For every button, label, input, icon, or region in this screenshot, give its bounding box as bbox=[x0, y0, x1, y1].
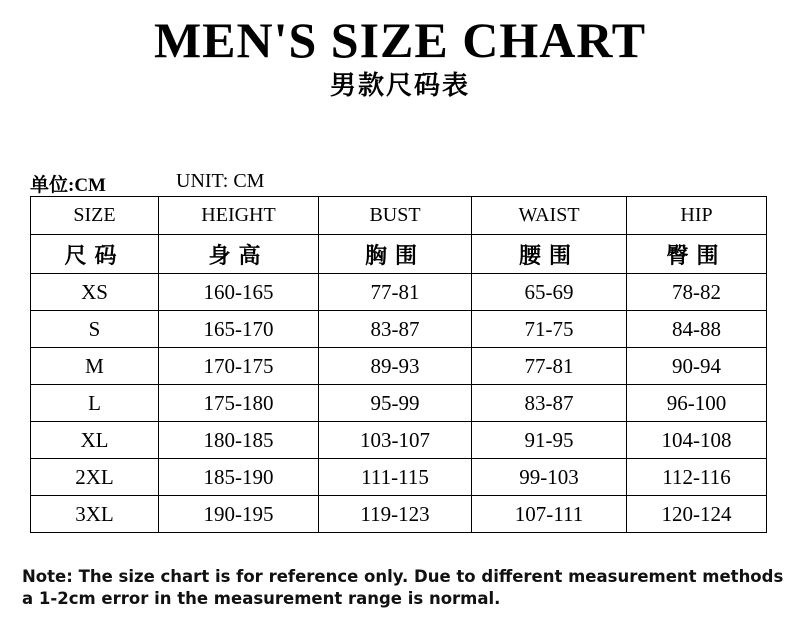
header-height: HEIGHT bbox=[159, 197, 319, 235]
cell-bust: 83-87 bbox=[319, 311, 472, 348]
cell-bust: 103-107 bbox=[319, 422, 472, 459]
cell-height: 190-195 bbox=[159, 496, 319, 533]
cell-waist: 77-81 bbox=[472, 348, 627, 385]
header-bust: BUST bbox=[319, 197, 472, 235]
header-hip: HIP bbox=[627, 197, 767, 235]
header-height-cn: 身高 bbox=[159, 235, 319, 274]
header-waist: WAIST bbox=[472, 197, 627, 235]
header-hip-cn: 臀围 bbox=[627, 235, 767, 274]
cell-height: 165-170 bbox=[159, 311, 319, 348]
cell-bust: 119-123 bbox=[319, 496, 472, 533]
unit-label-cn: 单位:CM bbox=[30, 175, 106, 196]
cell-bust: 77-81 bbox=[319, 274, 472, 311]
footnote-line-1: Note: The size chart is for reference only. Due to different measurement methods bbox=[22, 567, 784, 586]
cell-height: 175-180 bbox=[159, 385, 319, 422]
table-row bbox=[31, 385, 767, 422]
table-row bbox=[31, 274, 767, 311]
cell-size: L bbox=[31, 385, 159, 422]
table-header-row-en bbox=[31, 197, 767, 235]
cell-size: M bbox=[31, 348, 159, 385]
cell-hip: 120-124 bbox=[627, 496, 767, 533]
cell-bust: 111-115 bbox=[319, 459, 472, 496]
unit-label-en: UNIT: CM bbox=[176, 170, 265, 192]
cell-hip: 78-82 bbox=[627, 274, 767, 311]
cell-bust: 89-93 bbox=[319, 348, 472, 385]
header-bust-cn: 胸围 bbox=[319, 235, 472, 274]
footnote-line-2: a 1-2cm error in the measurement range is normal. bbox=[22, 589, 501, 608]
cell-waist: 83-87 bbox=[472, 385, 627, 422]
cell-size: S bbox=[31, 311, 159, 348]
cell-size: 3XL bbox=[31, 496, 159, 533]
cell-height: 170-175 bbox=[159, 348, 319, 385]
table-header-row-cn bbox=[31, 235, 767, 274]
cell-hip: 84-88 bbox=[627, 311, 767, 348]
header-waist-cn: 腰围 bbox=[472, 235, 627, 274]
cell-size: 2XL bbox=[31, 459, 159, 496]
cell-size: XS bbox=[31, 274, 159, 311]
header-size: SIZE bbox=[31, 197, 159, 235]
table-row bbox=[31, 422, 767, 459]
cell-waist: 71-75 bbox=[472, 311, 627, 348]
cell-waist: 91-95 bbox=[472, 422, 627, 459]
cell-bust: 95-99 bbox=[319, 385, 472, 422]
cell-hip: 112-116 bbox=[627, 459, 767, 496]
table-row bbox=[31, 311, 767, 348]
table-row bbox=[31, 459, 767, 496]
cell-hip: 96-100 bbox=[627, 385, 767, 422]
page-title: MEN'S SIZE CHART bbox=[153, 12, 647, 68]
cell-hip: 90-94 bbox=[627, 348, 767, 385]
size-table bbox=[30, 196, 767, 533]
table-row bbox=[31, 348, 767, 385]
cell-hip: 104-108 bbox=[627, 422, 767, 459]
cell-waist: 99-103 bbox=[472, 459, 627, 496]
cell-height: 160-165 bbox=[159, 274, 319, 311]
cell-size: XL bbox=[31, 422, 159, 459]
header-size-cn: 尺码 bbox=[31, 235, 159, 274]
footnote bbox=[22, 566, 792, 610]
cell-waist: 107-111 bbox=[472, 496, 627, 533]
cell-height: 180-185 bbox=[159, 422, 319, 459]
cell-height: 185-190 bbox=[159, 459, 319, 496]
cell-waist: 65-69 bbox=[472, 274, 627, 311]
page-subtitle: 男款尺码表 bbox=[329, 71, 470, 101]
table-row bbox=[31, 496, 767, 533]
